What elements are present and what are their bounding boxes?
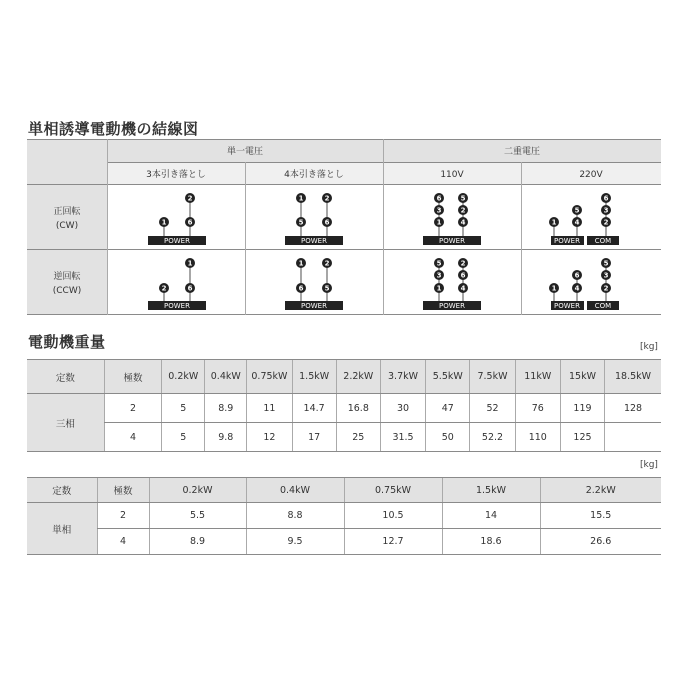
svg-text:4: 4 xyxy=(460,218,466,227)
diagram-ccw-3wire xyxy=(148,258,206,310)
header-power: 0.75kW xyxy=(344,478,442,503)
diagram-ccw-110v xyxy=(423,258,481,310)
value-cell: 9.8 xyxy=(205,423,247,452)
value-cell: 5 xyxy=(162,394,205,423)
terminal xyxy=(458,270,468,280)
svg-text:POWER: POWER xyxy=(439,237,465,245)
svg-text:2: 2 xyxy=(603,218,609,227)
terminal xyxy=(322,217,332,227)
svg-text:POWER: POWER xyxy=(439,302,465,310)
value-cell: 52.2 xyxy=(470,423,515,452)
terminal xyxy=(458,205,468,215)
header-power: 2.2kW xyxy=(336,360,380,394)
svg-text:1: 1 xyxy=(298,194,304,203)
weight-table-three-phase xyxy=(27,359,661,452)
svg-text:6: 6 xyxy=(460,271,466,280)
svg-text:2: 2 xyxy=(460,206,466,215)
value-cell: 50 xyxy=(426,423,470,452)
row-ccw-label: 逆回転 xyxy=(53,272,81,282)
svg-text:2: 2 xyxy=(187,194,193,203)
terminal xyxy=(322,193,332,203)
table-row xyxy=(27,394,661,423)
svg-text:6: 6 xyxy=(298,284,304,293)
svg-text:3: 3 xyxy=(436,271,442,280)
value-cell: 5.5 xyxy=(149,503,246,529)
svg-text:6: 6 xyxy=(187,284,193,293)
value-cell: 30 xyxy=(380,394,425,423)
value-cell: 8.8 xyxy=(246,503,344,529)
poles-cell: 2 xyxy=(97,503,149,529)
terminal xyxy=(434,193,444,203)
svg-text:POWER: POWER xyxy=(301,237,327,245)
wiring-diagram-table xyxy=(27,139,661,315)
svg-text:3: 3 xyxy=(603,206,609,215)
svg-text:4: 4 xyxy=(460,284,466,293)
svg-text:1: 1 xyxy=(551,284,557,293)
terminal xyxy=(572,205,582,215)
unit-label-three-phase: [kg] xyxy=(640,342,658,352)
terminal xyxy=(601,258,611,268)
table-header-row xyxy=(27,478,661,503)
wiring-title: 単相誘導電動機の結線図 xyxy=(28,120,199,138)
diagram-cw-110v xyxy=(423,193,481,245)
value-cell: 8.9 xyxy=(149,529,246,555)
svg-text:3: 3 xyxy=(436,206,442,215)
terminal xyxy=(185,283,195,293)
svg-text:5: 5 xyxy=(460,194,466,203)
terminal xyxy=(601,193,611,203)
svg-text:1: 1 xyxy=(161,218,167,227)
value-cell: 16.8 xyxy=(336,394,380,423)
value-cell: 10.5 xyxy=(344,503,442,529)
value-cell: 14 xyxy=(442,503,540,529)
terminal xyxy=(159,217,169,227)
table-row xyxy=(27,503,661,529)
value-cell: 125 xyxy=(560,423,604,452)
terminal xyxy=(434,205,444,215)
terminal xyxy=(549,217,559,227)
value-cell: 17 xyxy=(292,423,336,452)
table-header-row xyxy=(27,360,661,394)
svg-text:POWER: POWER xyxy=(554,302,580,310)
svg-text:POWER: POWER xyxy=(164,302,190,310)
value-cell: 12.7 xyxy=(344,529,442,555)
value-cell xyxy=(605,423,661,452)
value-cell: 5 xyxy=(162,423,205,452)
svg-text:6: 6 xyxy=(436,194,442,203)
group-single-voltage: 単一電圧 xyxy=(226,147,264,157)
svg-text:3: 3 xyxy=(603,271,609,280)
header-power: 0.4kW xyxy=(205,360,247,394)
svg-text:POWER: POWER xyxy=(164,237,190,245)
diagram-cw-3wire xyxy=(148,193,206,245)
terminal xyxy=(601,283,611,293)
svg-text:5: 5 xyxy=(298,218,304,227)
col-220v: 220V xyxy=(579,170,603,180)
header-power: 0.2kW xyxy=(149,478,246,503)
value-cell: 119 xyxy=(560,394,604,423)
table-row xyxy=(27,423,661,452)
svg-text:2: 2 xyxy=(603,284,609,293)
value-cell: 25 xyxy=(336,423,380,452)
svg-text:5: 5 xyxy=(574,206,580,215)
poles-cell: 2 xyxy=(104,394,161,423)
header-power: 0.4kW xyxy=(246,478,344,503)
diagram-cw-4wire xyxy=(285,193,343,245)
header-power: 2.2kW xyxy=(540,478,661,503)
diagram-ccw-220v xyxy=(549,258,619,310)
header-power: 15kW xyxy=(560,360,604,394)
svg-text:2: 2 xyxy=(324,259,330,268)
svg-text:1: 1 xyxy=(187,259,193,268)
svg-text:6: 6 xyxy=(574,271,580,280)
svg-text:5: 5 xyxy=(324,284,330,293)
terminal xyxy=(159,283,169,293)
header-power: 1.5kW xyxy=(442,478,540,503)
value-cell: 76 xyxy=(515,394,560,423)
terminal xyxy=(601,270,611,280)
terminal xyxy=(434,217,444,227)
terminal xyxy=(185,217,195,227)
phase-label: 単相 xyxy=(27,503,97,555)
svg-text:1: 1 xyxy=(551,218,557,227)
header-power: 5.5kW xyxy=(426,360,470,394)
header-power: 0.75kW xyxy=(247,360,292,394)
header-power: 11kW xyxy=(515,360,560,394)
svg-text:1: 1 xyxy=(436,218,442,227)
header-type: 定数 xyxy=(27,360,104,394)
header-power: 1.5kW xyxy=(292,360,336,394)
terminal xyxy=(434,283,444,293)
svg-text:6: 6 xyxy=(187,218,193,227)
header-power: 0.2kW xyxy=(162,360,205,394)
svg-text:POWER: POWER xyxy=(301,302,327,310)
terminal xyxy=(434,270,444,280)
value-cell: 18.6 xyxy=(442,529,540,555)
value-cell: 15.5 xyxy=(540,503,661,529)
value-cell: 14.7 xyxy=(292,394,336,423)
header-poles: 極数 xyxy=(104,360,161,394)
svg-text:POWER: POWER xyxy=(554,237,580,245)
svg-text:COM: COM xyxy=(594,237,612,245)
weight-table-single-phase xyxy=(27,477,661,555)
svg-text:6: 6 xyxy=(324,218,330,227)
header-type: 定数 xyxy=(27,478,97,503)
row-ccw-sub: (CCW) xyxy=(52,286,82,296)
col-3wire: 3本引き落とし xyxy=(146,170,206,180)
poles-cell: 4 xyxy=(104,423,161,452)
row-cw-label: 正回転 xyxy=(53,207,81,217)
col-110v: 110V xyxy=(440,170,464,180)
value-cell: 128 xyxy=(605,394,661,423)
value-cell: 11 xyxy=(247,394,292,423)
terminal xyxy=(572,270,582,280)
svg-text:5: 5 xyxy=(603,259,609,268)
header-power: 18.5kW xyxy=(605,360,661,394)
terminal xyxy=(296,217,306,227)
svg-text:2: 2 xyxy=(460,259,466,268)
header-poles: 極数 xyxy=(97,478,149,503)
svg-text:2: 2 xyxy=(161,284,167,293)
header-power: 3.7kW xyxy=(380,360,425,394)
value-cell: 12 xyxy=(247,423,292,452)
terminal xyxy=(322,258,332,268)
terminal xyxy=(434,258,444,268)
terminal xyxy=(601,205,611,215)
svg-text:1: 1 xyxy=(298,259,304,268)
phase-label: 三相 xyxy=(27,394,104,452)
terminal xyxy=(458,258,468,268)
value-cell: 31.5 xyxy=(380,423,425,452)
value-cell: 52 xyxy=(470,394,515,423)
value-cell: 110 xyxy=(515,423,560,452)
terminal xyxy=(296,258,306,268)
diagram-cw-220v xyxy=(549,193,619,245)
svg-text:COM: COM xyxy=(594,302,612,310)
terminal xyxy=(458,217,468,227)
terminal xyxy=(458,193,468,203)
terminal xyxy=(601,217,611,227)
group-dual-voltage: 二重電圧 xyxy=(503,147,541,157)
svg-text:1: 1 xyxy=(436,284,442,293)
terminal xyxy=(185,258,195,268)
terminal xyxy=(296,193,306,203)
terminal xyxy=(322,283,332,293)
value-cell: 47 xyxy=(426,394,470,423)
table-row xyxy=(27,529,661,555)
terminal xyxy=(549,283,559,293)
value-cell: 8.9 xyxy=(205,394,247,423)
svg-text:4: 4 xyxy=(574,284,580,293)
terminal xyxy=(458,283,468,293)
unit-label-single-phase: [kg] xyxy=(640,460,658,470)
poles-cell: 4 xyxy=(97,529,149,555)
terminal xyxy=(572,217,582,227)
diagram-ccw-4wire xyxy=(285,258,343,310)
terminal xyxy=(296,283,306,293)
svg-text:6: 6 xyxy=(603,194,609,203)
row-cw-sub: (CW) xyxy=(55,221,79,231)
col-4wire: 4本引き落とし xyxy=(284,170,344,180)
weight-title: 電動機重量 xyxy=(28,333,106,351)
svg-text:4: 4 xyxy=(574,218,580,227)
header-power: 7.5kW xyxy=(470,360,515,394)
terminal xyxy=(185,193,195,203)
value-cell: 9.5 xyxy=(246,529,344,555)
value-cell: 26.6 xyxy=(540,529,661,555)
svg-text:2: 2 xyxy=(324,194,330,203)
terminal xyxy=(572,283,582,293)
svg-text:5: 5 xyxy=(436,259,442,268)
